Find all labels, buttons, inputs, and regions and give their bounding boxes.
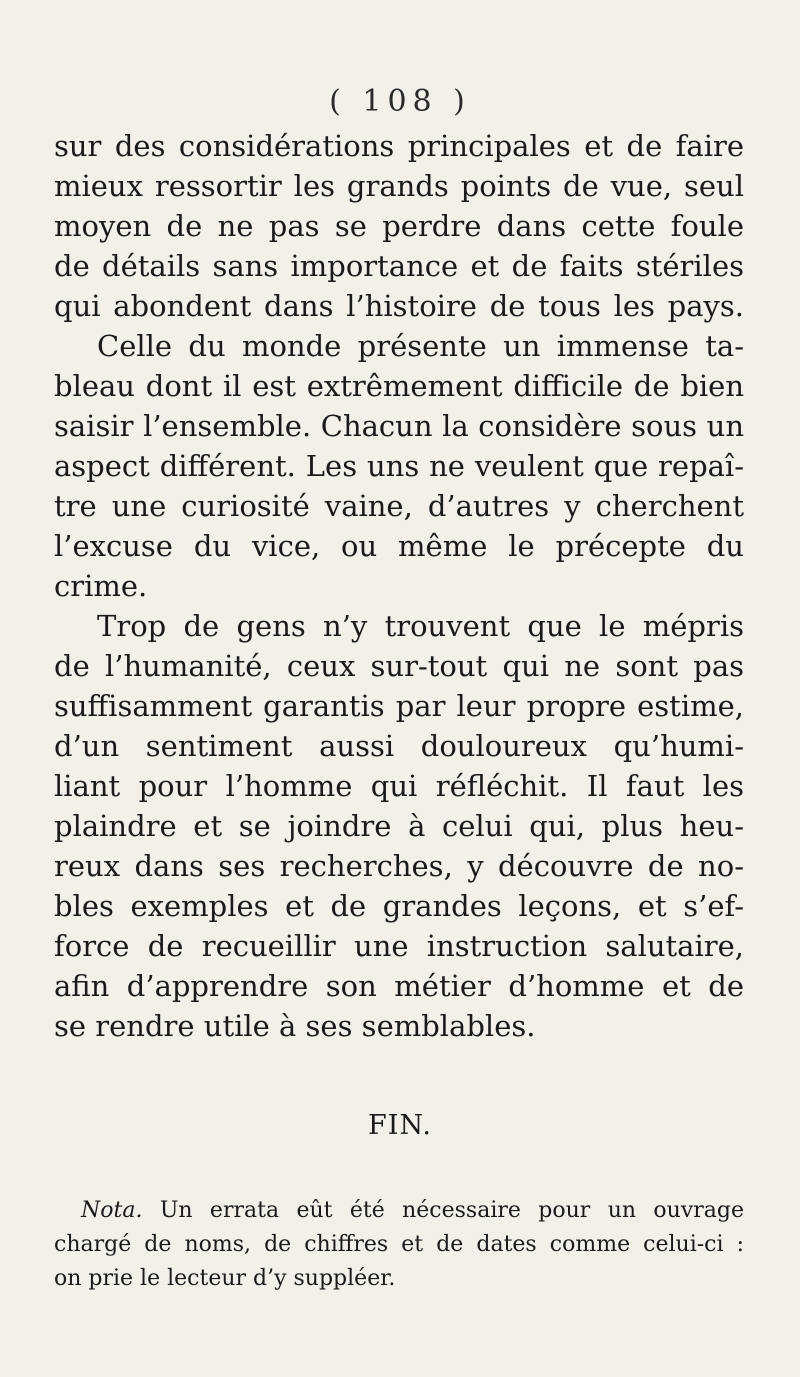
footnote-line [54,1194,744,1228]
text-line: Celle du monde présente un immense ta- [97,329,744,363]
body-text [54,126,744,1046]
text-line: sur des considérations principales et de faire [54,129,744,163]
text-line: crime. [54,569,148,603]
text-line: qui abondent dans l’histoire de tous les pays. [54,289,744,323]
text-line: bles exemples et de grandes leçons, et s’ef- [54,889,744,923]
text-line: d’un sentiment aussi douloureux qu’humi- [54,729,744,763]
footnote-text: Un errata eût été nécessaire pour un ouvrage [142,1198,744,1223]
text-line: liant pour l’homme qui réfléchit. Il faut les [54,769,744,803]
text-line: Trop de gens n’y trouvent que le mépris [97,609,744,643]
text-line: plaindre et se joindre à celui qui, plus heu- [54,809,744,843]
text-line: tre une curiosité vaine, d’autres y cherchent [54,489,744,523]
page-number: ( 108 ) [329,84,471,119]
footnote-line: on prie le lecteur d’y suppléer. [54,1266,396,1291]
text-line: mieux ressortir les grands points de vue, seul [54,169,744,203]
text-line: moyen de ne pas se perdre dans cette foule [54,209,744,243]
nota-label: Nota. [81,1198,143,1223]
text-line: de l’humanité, ceux sur-tout qui ne sont pas [54,649,744,683]
text-line: de détails sans importance et de faits stériles [54,249,744,283]
text-line: se rendre utile à ses semblables. [54,1009,536,1043]
text-line: bleau dont il est extrêmement difficile de bien [54,369,744,403]
footnote-line: chargé de noms, de chiffres et de dates comme celui-ci : [54,1232,744,1257]
text-line: saisir l’ensemble. Chacun la considère sous un [54,409,744,443]
text-line: afin d’apprendre son métier d’homme et de [54,969,744,1003]
text-line: suffisamment garantis par leur propre estime, [54,689,744,723]
footnote [54,1194,744,1296]
text-line: l’excuse du vice, ou même le précepte du [54,529,744,563]
end-marker: FIN. [368,1110,432,1141]
text-line: reux dans ses recherches, y découvre de no- [54,849,744,883]
text-line: aspect différent. Les uns ne veulent que repaî- [54,449,744,483]
text-line: force de recueillir une instruction salutaire, [54,929,744,963]
